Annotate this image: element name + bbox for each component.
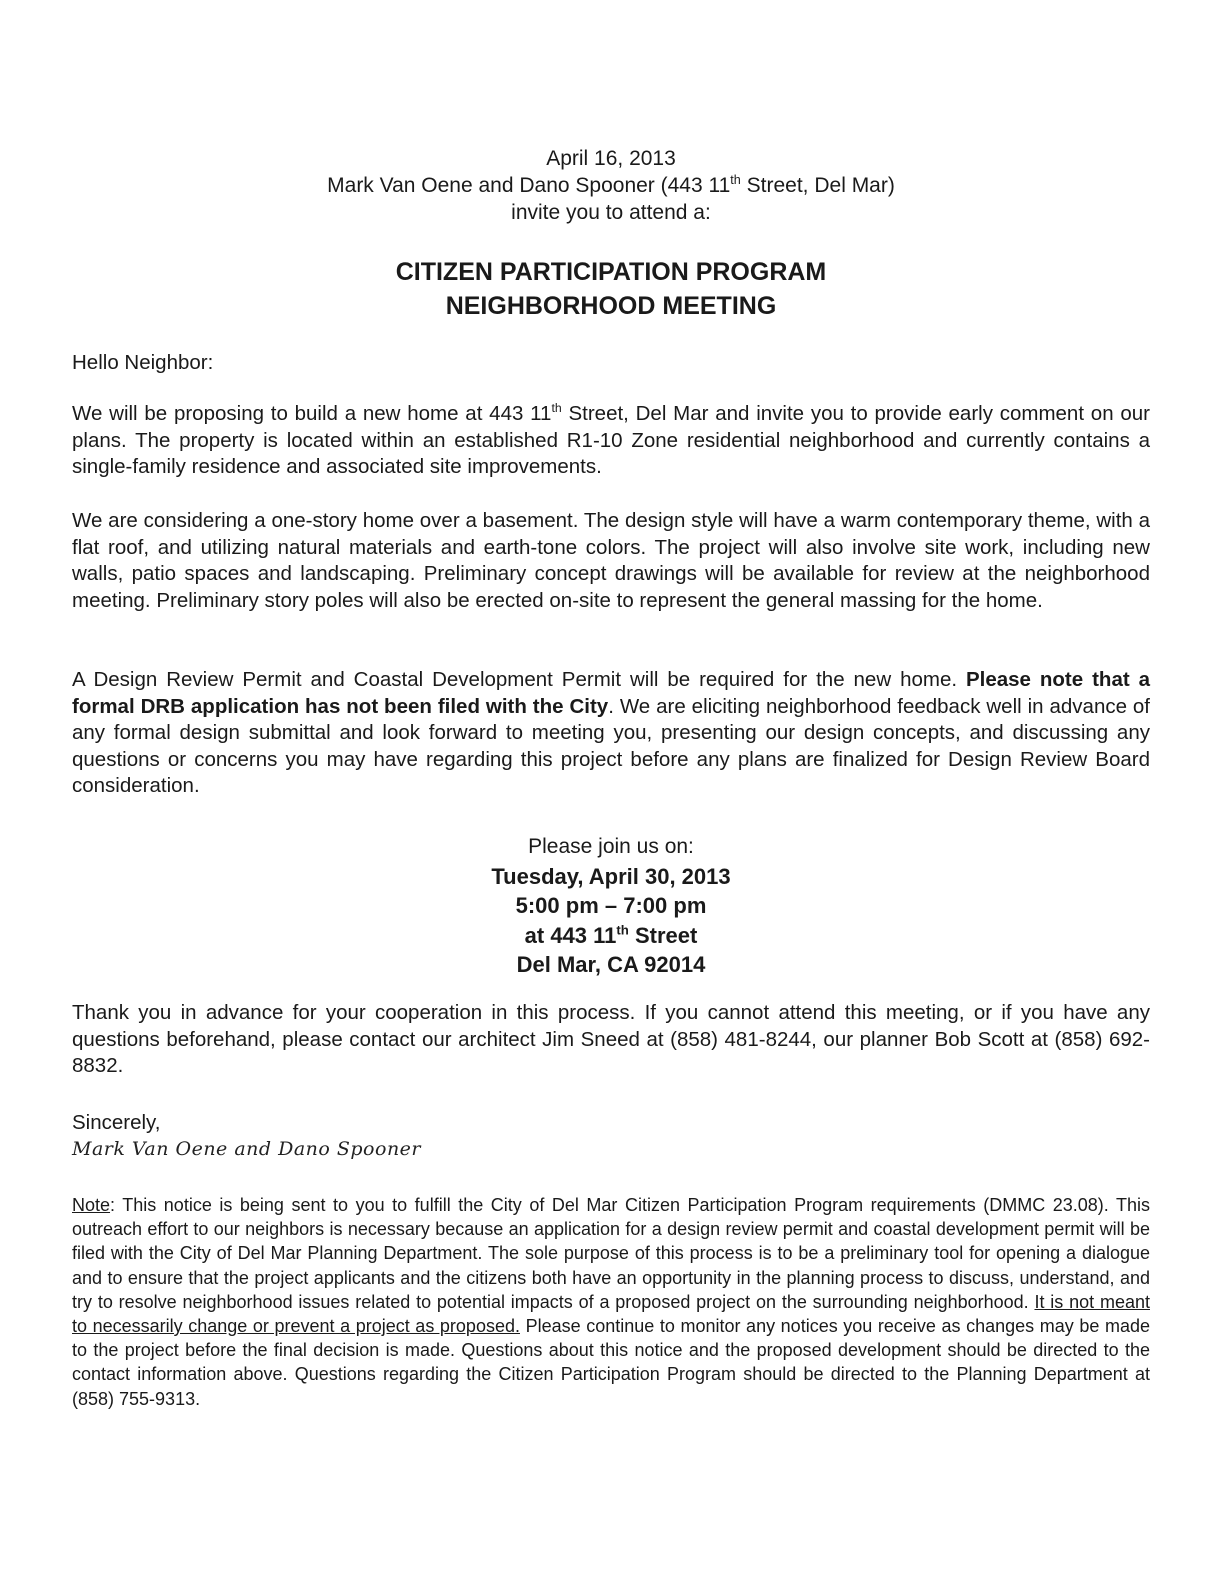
hosts-ordinal: th xyxy=(730,173,741,187)
footnote xyxy=(72,1193,1150,1411)
paragraph-design: We are considering a one-story home over a basement. The design style will have a warm contemporary theme, with a flat roof, and utilizing natural materials and earth-tone colors. The project will also involve site work, including new walls, patio spaces and landscaping. Preliminary concept drawings will be available for review at the neighborhood meeting. Preliminary story poles will also be erected on-site to represent the general massing for the home. xyxy=(72,509,1150,612)
paragraph-permits xyxy=(72,667,1150,800)
letter-header xyxy=(72,145,1150,226)
invite-line: invite you to attend a: xyxy=(511,201,711,224)
title-line-2: NEIGHBORHOOD MEETING xyxy=(445,292,777,320)
join-us-line: Please join us on: xyxy=(528,835,694,858)
address-text: at 443 11 xyxy=(524,922,617,948)
address-ordinal: th xyxy=(616,922,629,938)
p1-text-end: Street, Del Mar and invite you to provide early comment on our plans. The property is located within an established R1-10 Zone residential neighborhood and currently contains a single-family residence and associated site improvements. xyxy=(72,402,1150,478)
signature: Mark Van Oene and Dano Spooner xyxy=(72,1138,422,1160)
p3-emphasis: Please note that a formal DRB application has not been filed with the City xyxy=(72,668,1151,718)
hosts-line xyxy=(72,172,1150,199)
note-underlined-text: It is not meant to necessarily change or prevent a project as proposed. xyxy=(72,1291,1150,1337)
meeting-date: Tuesday, April 30, 2013 xyxy=(491,863,731,889)
paragraph-contact: Thank you in advance for your cooperation in this process. If you cannot attend this meeting, or if you have any questions beforehand, please contact our architect Jim Sneed at (858) 481-8244, our planner Bob Scott at (858) 692-8832. xyxy=(72,1001,1150,1077)
note-text: This notice is being sent to you to fulfill the City of Del Mar Citizen Participation Program requirements (DMMC 23.08). This outreach effort to our neighbors is necessary because an application for a design review permit and coastal development permit will be filed with the City of Del Mar Planning Department. The sole purpose of this process is to be a preliminary tool for opening a dialogue and to ensure that the project applicants and the citizens both have an opportunity in the planning process to discuss, understand, and try to resolve neighborhood issues related to potential impacts of a proposed project on the surrounding neighborhood. xyxy=(72,1195,1150,1312)
meeting-details xyxy=(72,832,1150,980)
meeting-address xyxy=(72,921,1150,951)
title-line-1: CITIZEN PARTICIPATION PROGRAM xyxy=(395,258,827,286)
note-colon: : xyxy=(110,1195,116,1215)
p3-text-end: . We are eliciting neighborhood feedback well in advance of any formal design submittal and look forward to meeting you, presenting our design concepts, and discussing any questions or concerns you may have regarding this project before any plans are finalized for Design Review Board consideration. xyxy=(72,694,1151,797)
meeting-time: 5:00 pm – 7:00 pm xyxy=(515,893,707,918)
hosts-text-end: Street, Del Mar) xyxy=(740,174,895,197)
hosts-text: Mark Van Oene and Dano Spooner (443 11 xyxy=(327,174,731,197)
paragraph-proposal xyxy=(72,401,1150,481)
note-text-end: Please continue to monitor any notices you receive as changes may be made to the project before the final decision is made. Questions about this notice and the proposed development should be directed to the contact information above. Questions regarding the Citizen Participation Program should be directed to the Planning Department at (858) 755-9313. xyxy=(72,1316,1150,1409)
p1-text: We will be proposing to build a new home at 443 11 xyxy=(72,402,552,425)
salutation: Sincerely, xyxy=(72,1111,161,1134)
meeting-city: Del Mar, CA 92014 xyxy=(516,952,706,977)
p1-ordinal: th xyxy=(551,401,562,416)
p3-text: A Design Review Permit and Coastal Development Permit will be required for the new home. xyxy=(72,668,966,691)
letter-date: April 16, 2013 xyxy=(546,147,676,170)
address-text-end: Street xyxy=(628,922,698,948)
closing xyxy=(72,1109,1150,1163)
meeting-title xyxy=(72,255,1150,323)
greeting: Hello Neighbor: xyxy=(72,351,214,374)
note-label: Note xyxy=(72,1195,111,1215)
